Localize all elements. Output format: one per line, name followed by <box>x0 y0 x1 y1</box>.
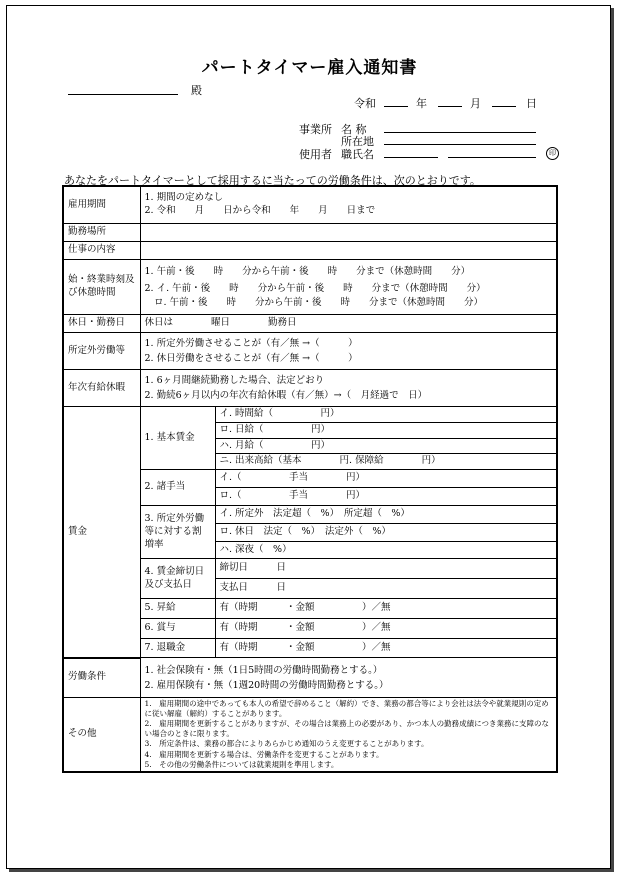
period-line-1: 1. 期間の定めなし <box>144 192 224 204</box>
basic-wage-3: ハ. 月給（ 円） <box>216 439 557 455</box>
title-name-label: 職氏名 <box>341 148 374 161</box>
hours-cell <box>140 260 557 315</box>
date-era: 令和 <box>354 97 376 110</box>
bonus-text: 有（時期 ・金額 ）／無 <box>215 618 557 638</box>
overtime-line-1: 1. 所定外労働させることが（有／無 →（ ） <box>144 338 358 350</box>
period-label: 雇用期間 <box>63 186 140 224</box>
addressee-suffix: 殿 <box>191 84 202 97</box>
table-row <box>63 242 557 260</box>
holiday-label: 休日・勤務日 <box>63 315 140 333</box>
wage-label: 賃金 <box>63 407 140 658</box>
raise-label: 5. 昇給 <box>140 598 215 618</box>
payday-1: 締切日 日 <box>216 559 557 579</box>
insurance-line-1: 1. 社会保険有・無（1日5時間の労働時間勤務とする。） <box>144 664 383 676</box>
date-year: 年 <box>416 97 427 110</box>
table-row <box>63 186 557 224</box>
table-row <box>63 697 557 771</box>
other-note-5: 5. その他の労働条件については就業規則を準用します。 <box>144 759 339 769</box>
document-title: パートタイマー雇入通知書 <box>201 58 418 78</box>
basic-wage-cell <box>215 407 557 470</box>
signer-name-line <box>448 157 536 158</box>
other-note-4: 4. 雇用期間を更新する場合は、労働条件を変更することがあります。 <box>144 749 384 759</box>
seal-mark: 印 <box>546 147 559 160</box>
allowance-2: ロ.（ 手当 円） <box>219 490 366 502</box>
hours-line-3: ロ. 午前・後 時 分から午前・後 時 分まで（休憩時間 分） <box>144 297 484 309</box>
allowance-1: イ.（ 手当 円） <box>216 470 557 488</box>
hours-label: 始・終業時刻及び休憩時間 <box>63 260 140 315</box>
address-label: 所在地 <box>341 135 374 148</box>
retirement-label: 7. 退職金 <box>140 638 215 658</box>
premium-cell <box>215 505 557 558</box>
date-month-line <box>438 106 462 107</box>
basic-wage-label: 1. 基本賃金 <box>140 407 215 470</box>
payday-label: 4. 賃金締切日及び支払日 <box>140 559 215 599</box>
insurance-line-2: 2. 雇用保険有・無（1週20時間の労働時間勤務とする。） <box>144 679 389 691</box>
date-month: 月 <box>470 97 481 110</box>
overtime-line-2: 2. 休日労働をさせることが（有／無 →（ ） <box>144 353 358 364</box>
leave-label: 年次有給休暇 <box>63 370 140 407</box>
conditions-table <box>62 185 558 773</box>
other-label: その他 <box>63 697 140 771</box>
table-row <box>63 333 557 370</box>
leave-line-1: 1. 6ヶ月間継続勤務した場合、法定どおり <box>144 375 325 387</box>
overtime-label: 所定外労働等 <box>63 333 140 370</box>
premium-label: 3. 所定外労働等に対する割増率 <box>140 505 215 558</box>
basic-wage-2: ロ. 日給（ 円） <box>216 423 557 439</box>
leave-cell <box>140 370 557 407</box>
workplace-field[interactable] <box>140 224 557 242</box>
name-line <box>384 132 536 133</box>
other-note-2: 2. 雇用期間を更新することがありますが、その場合は業務上の必要があり、かつ本人の勤務成績につき業務に支障のない場合のときに限ります。 <box>144 719 550 739</box>
addressee-line <box>68 94 178 95</box>
period-cell <box>140 186 557 224</box>
allowance-label: 2. 諸手当 <box>140 470 215 506</box>
insurance-label: 労働条件 <box>63 658 140 698</box>
basic-wage-4: ニ. 出来高給（基本 円. 保障給 円） <box>219 455 441 467</box>
table-row <box>63 370 557 407</box>
employer-label: 事業所 <box>299 123 332 136</box>
table-row <box>63 260 557 315</box>
workplace-label: 勤務場所 <box>63 224 140 242</box>
table-row <box>63 224 557 242</box>
table-row <box>63 407 557 470</box>
payday-cell <box>215 559 557 599</box>
date-year-line <box>384 106 408 107</box>
bonus-label: 6. 賞与 <box>140 618 215 638</box>
intro-text: あなたをパートタイマーとして採用するに当たっての労働条件は、次のとおりです。 <box>64 174 481 187</box>
date-day-line <box>492 106 516 107</box>
premium-2: ロ. 休日 法定（ %） 法定外（ %） <box>216 524 557 542</box>
other-note-1: 1. 雇用期間の途中であっても本人の希望で辞めること（解約）でき、業務の都合等により会社は法令や就業規則の定めに従い解雇（解約）することがあります。 <box>144 698 549 718</box>
insurance-cell <box>140 658 557 698</box>
other-cell <box>140 697 557 771</box>
address-line <box>384 144 536 145</box>
overtime-cell <box>140 333 557 370</box>
name-label: 名 称 <box>341 123 367 136</box>
date-day: 日 <box>526 97 537 110</box>
premium-1: イ. 所定外 法定超（ %） 所定超（ %） <box>216 506 557 524</box>
payday-2: 支払日 日 <box>219 582 287 594</box>
other-note-3: 3. 所定条件は、業務の都合によりあらかじめ通知のうえ変更することがあります。 <box>144 739 429 749</box>
leave-line-2: 2. 勤続6ヶ月以内の年次有給休暇（有／無）→（ 月経過で 日） <box>144 390 428 401</box>
period-line-2: 2. 令和 月 日から令和 年 月 日まで <box>144 205 376 216</box>
job-field[interactable] <box>140 242 557 260</box>
retirement-text: 有（時期 ・金額 ）／無 <box>215 638 557 658</box>
job-label: 仕事の内容 <box>63 242 140 260</box>
table-row <box>63 315 557 333</box>
table-row <box>63 658 557 698</box>
premium-3: ハ. 深夜（ %） <box>219 543 292 555</box>
basic-wage-1: イ. 時間給（ 円） <box>216 407 557 423</box>
hours-line-2: 2. イ. 午前・後 時 分から午前・後 時 分まで（休憩時間 分） <box>144 282 486 294</box>
raise-text: 有（時期 ・金額 ）／無 <box>215 598 557 618</box>
user-label: 使用者 <box>299 148 332 161</box>
holiday-text: 休日は 曜日 勤務日 <box>140 315 557 333</box>
allowance-cell <box>215 470 557 506</box>
title-line <box>384 157 438 158</box>
hours-line-1: 1. 午前・後 時 分から午前・後 時 分まで（休憩時間 分） <box>144 265 471 277</box>
